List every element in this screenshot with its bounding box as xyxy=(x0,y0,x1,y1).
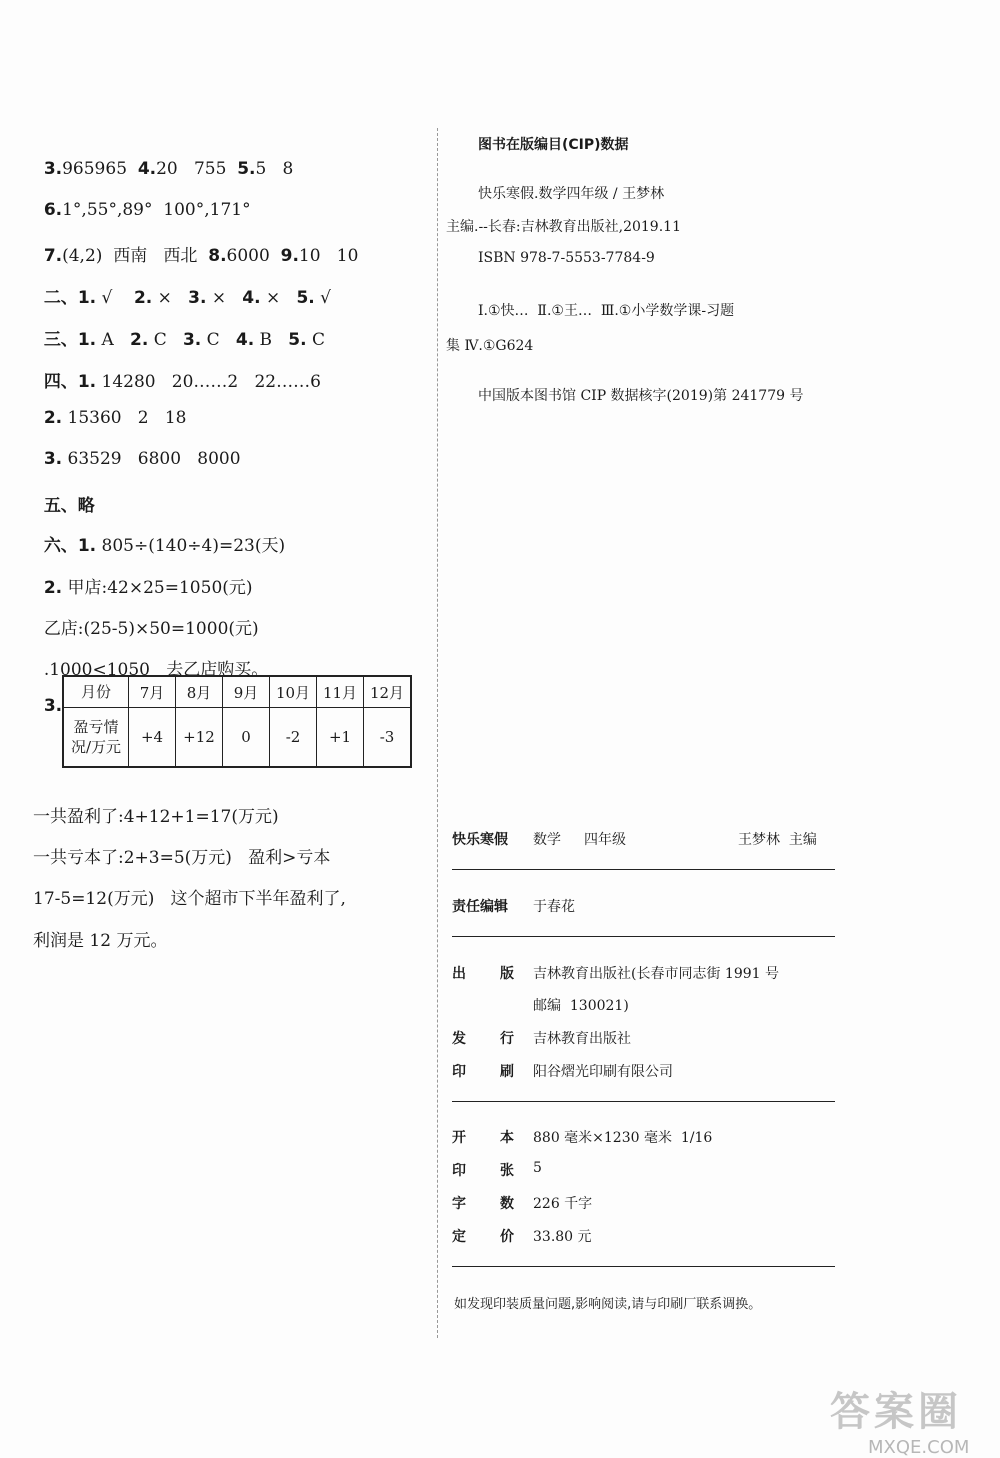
answer-text: 一共盈利了:4+12+1=17(万元) xyxy=(33,807,279,827)
question-number: 1. xyxy=(77,536,97,556)
answer-text: √ xyxy=(96,288,134,308)
question-number: 3. xyxy=(182,330,202,350)
cip-title: 图书在版编目(CIP)数据 xyxy=(478,137,629,153)
month-cell: 10月 xyxy=(270,676,317,708)
month-cell: 9月 xyxy=(223,676,270,708)
table-header-month: 月份 xyxy=(63,676,129,708)
publish-label-b: 版 xyxy=(500,966,514,982)
question-number: 2. xyxy=(130,330,149,350)
row-label-line: 况/万元 xyxy=(70,738,122,756)
value-cell: -3 xyxy=(364,708,412,768)
answer-text: 63529 6800 8000 xyxy=(62,449,241,469)
answer-text: .1000<1050 去乙店购买。 xyxy=(43,660,269,680)
words-label-b: 数 xyxy=(500,1196,514,1212)
table-row xyxy=(63,708,411,768)
publish-label-a: 出 xyxy=(452,966,466,982)
price-label-a: 定 xyxy=(452,1229,466,1245)
answer-text: 10 10 xyxy=(298,246,359,266)
answer-text: A xyxy=(96,330,131,350)
book-grade: 四年级 xyxy=(584,832,626,848)
divider-line xyxy=(452,869,835,870)
question-number: 3. xyxy=(43,449,63,469)
cip-line-5: 集 Ⅳ.①G624 xyxy=(446,338,534,354)
question-number: 5. xyxy=(296,288,315,308)
answer-line-2 xyxy=(33,180,251,220)
answer-line-7 xyxy=(33,388,186,428)
answer-text: 1°,55°,89° 100°,171° xyxy=(62,200,251,220)
format-label-b: 本 xyxy=(500,1130,514,1146)
answer-text: × xyxy=(260,288,297,308)
quality-notice: 如发现印装质量问题,影响阅读,请与印刷厂联系调换。 xyxy=(454,1297,762,1312)
answer-text: × xyxy=(152,288,189,308)
question-number: 2. xyxy=(43,578,63,598)
section-number: 二、 xyxy=(43,288,78,308)
value-cell: +4 xyxy=(129,708,176,768)
answer-line-3 xyxy=(33,221,358,266)
cip-line-4: Ⅰ.①快… Ⅱ.①王… Ⅲ.①小学数学课-习题 xyxy=(478,303,735,319)
answer-text: 一共亏本了:2+3=5(万元) 盈利>亏本 xyxy=(33,848,331,868)
question-number: 4. xyxy=(242,288,261,308)
answer-text: 5 8 xyxy=(255,159,294,179)
section-number: 六、 xyxy=(43,536,78,556)
month-cell: 12月 xyxy=(364,676,412,708)
postcode: 邮编 130021) xyxy=(533,998,629,1014)
answer-text: × xyxy=(206,288,243,308)
profit-loss-table xyxy=(62,675,412,768)
value-cell: +12 xyxy=(176,708,223,768)
watermark-logo xyxy=(830,1380,990,1458)
sheets-label-b: 张 xyxy=(500,1163,514,1179)
answer-line-10 xyxy=(33,511,285,556)
answer-line-14 xyxy=(33,676,62,716)
divider-line xyxy=(452,936,835,937)
question-number: 4. xyxy=(137,159,157,179)
question-number: 3. xyxy=(43,696,63,716)
answer-text: C xyxy=(201,330,236,350)
answer-text: √ xyxy=(314,288,331,308)
answer-line-9 xyxy=(33,471,95,516)
answer-line-8 xyxy=(33,429,241,469)
words-value: 226 千字 xyxy=(533,1196,593,1212)
month-cell: 7月 xyxy=(129,676,176,708)
question-number: 3. xyxy=(188,288,207,308)
cip-line-6: 中国版本图书馆 CIP 数据核字(2019)第 241779 号 xyxy=(478,388,804,404)
print-label-a: 印 xyxy=(452,1064,466,1080)
table-header-profit xyxy=(63,708,129,768)
sheets-label-a: 印 xyxy=(452,1163,466,1179)
resp-editor-label: 责任编辑 xyxy=(452,899,508,915)
answer-text: 965965 xyxy=(62,159,138,179)
answer-line-1 xyxy=(33,139,293,179)
answer-text: 乙店:(25-5)×50=1000(元) xyxy=(43,619,259,639)
answer-text: 6000 xyxy=(226,246,281,266)
answer-text: (4,2) 西南 西北 xyxy=(62,246,209,266)
answer-text: 14280 20……2 22……6 xyxy=(96,372,321,392)
print-value: 阳谷熠光印刷有限公司 xyxy=(533,1064,673,1080)
answer-text: 805÷(140÷4)=23(天) xyxy=(96,536,286,556)
answer-line-15 xyxy=(33,802,279,827)
question-number: 2. xyxy=(133,288,153,308)
section-number: 三、 xyxy=(43,330,78,350)
issue-label-a: 发 xyxy=(452,1031,466,1047)
column-divider xyxy=(437,128,438,1338)
table-row xyxy=(63,676,411,708)
question-number: 1. xyxy=(77,372,97,392)
question-number: 4. xyxy=(235,330,255,350)
value-cell: 0 xyxy=(223,708,270,768)
book-title: 快乐寒假 xyxy=(452,832,508,848)
answer-text: 17-5=12(万元) 这个超市下半年盈利了, xyxy=(33,889,346,909)
watermark-url: MXQE.COM xyxy=(868,1437,970,1458)
answer-line-17 xyxy=(33,884,346,909)
issue-value: 吉林教育出版社 xyxy=(533,1031,631,1047)
print-label-b: 刷 xyxy=(500,1064,514,1080)
divider-line xyxy=(452,1101,835,1102)
editor-in-chief: 王梦林 主编 xyxy=(738,832,817,848)
answer-line-6 xyxy=(33,347,321,392)
cip-line-2: 主编.--长春:吉林教育出版社,2019.11 xyxy=(446,219,681,235)
question-number: 1. xyxy=(77,330,97,350)
question-number: 2. xyxy=(43,408,63,428)
answer-text: 15360 2 18 xyxy=(62,408,187,428)
month-cell: 8月 xyxy=(176,676,223,708)
question-number: 1. xyxy=(77,288,97,308)
answer-line-18 xyxy=(33,926,167,951)
answer-line-5 xyxy=(33,305,325,350)
answer-text: 利润是 12 万元。 xyxy=(33,931,168,951)
price-label-b: 价 xyxy=(500,1229,514,1245)
publish-value: 吉林教育出版社(长春市同志街 1991 号 xyxy=(533,966,779,982)
section-number: 五、略 xyxy=(43,496,95,516)
answer-line-4 xyxy=(33,263,331,308)
price-value: 33.80 元 xyxy=(533,1229,592,1245)
book-subject: 数学 xyxy=(533,832,561,848)
answer-line-13 xyxy=(33,635,268,680)
resp-editor: 于春花 xyxy=(533,899,575,915)
question-number: 3. xyxy=(43,159,63,179)
answer-line-12 xyxy=(33,594,259,639)
question-number: 8. xyxy=(208,246,227,266)
sheets-value: 5 xyxy=(533,1160,542,1176)
question-number: 7. xyxy=(43,246,63,266)
question-number: 6. xyxy=(43,200,63,220)
answer-text: 甲店:42×25=1050(元) xyxy=(62,578,253,598)
cip-line-1: 快乐寒假.数学四年级 / 王梦林 xyxy=(478,186,665,202)
value-cell: +1 xyxy=(317,708,364,768)
format-label-a: 开 xyxy=(452,1130,466,1146)
month-cell: 11月 xyxy=(317,676,364,708)
words-label-a: 字 xyxy=(452,1196,466,1212)
answer-text: C xyxy=(148,330,183,350)
format-value: 880 毫米×1230 毫米 1/16 xyxy=(533,1130,713,1146)
answer-text: B xyxy=(254,330,289,350)
answer-line-11 xyxy=(33,553,253,598)
section-number: 四、 xyxy=(43,372,78,392)
value-cell: -2 xyxy=(270,708,317,768)
question-number: 9. xyxy=(280,246,299,266)
watermark-text: 答案圈 xyxy=(830,1388,962,1435)
issue-label-b: 行 xyxy=(500,1031,514,1047)
row-label-line: 盈亏情 xyxy=(73,718,119,736)
answer-line-16 xyxy=(33,843,330,868)
answer-text: C xyxy=(306,330,325,350)
cip-isbn: ISBN 978-7-5553-7784-9 xyxy=(478,250,655,266)
question-number: 5. xyxy=(237,159,256,179)
question-number: 5. xyxy=(288,330,307,350)
answer-text: 20 755 xyxy=(156,159,238,179)
divider-line xyxy=(452,1266,835,1267)
